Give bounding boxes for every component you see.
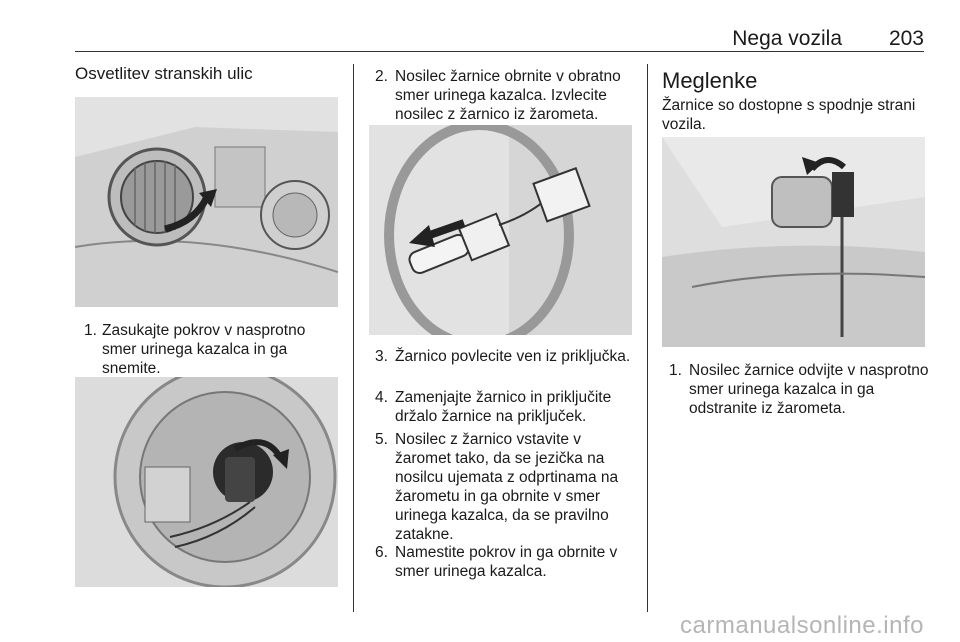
bulb-removal-illustration xyxy=(369,125,632,335)
step-text: Nosilec z žarnico vstavite v žaromet tako, da se jezička na nosilcu ujemata z odprtinama na žarometu in ga obrnite v smer urinega kazalca, da se pravilno zatakne. xyxy=(395,431,619,543)
page-number: 203 xyxy=(888,27,924,50)
step-number: 6. xyxy=(375,544,388,561)
list-item xyxy=(669,361,931,418)
section-title-side-lights: Osvetlitev stranskih ulic xyxy=(75,64,253,83)
step-number: 3. xyxy=(375,348,388,365)
section-title-fog-lamps: Meglenke xyxy=(662,68,758,93)
step-text: Zasukajte pokrov v nasprotno smer urinega kazalca in ga snemite. xyxy=(102,322,306,377)
header-rule xyxy=(75,51,924,52)
list-item xyxy=(375,347,637,366)
column-divider-1 xyxy=(353,64,354,612)
section-intro: Žarnice so dostopne s spodnje strani vozila. xyxy=(662,97,916,133)
headlamp-cover-illustration xyxy=(75,97,338,307)
step-text: Nosilec žarnice obrnite v obratno smer urinega kazalca. Izvlecite nosilec z žarnico iz žarometa. xyxy=(395,68,621,123)
fog-lamp-illustration xyxy=(662,137,925,347)
list-item xyxy=(375,543,637,581)
list-item xyxy=(375,67,637,124)
bulb-holder-illustration xyxy=(75,377,338,587)
step-text: Namestite pokrov in ga obrnite v smer urinega kazalca. xyxy=(395,544,618,580)
step-text: Zamenjajte žarnico in priključite držalo žarnice na priključek. xyxy=(395,389,612,425)
step-number: 1. xyxy=(669,362,682,379)
step-number: 2. xyxy=(375,68,388,85)
list-item xyxy=(375,430,637,544)
list-item xyxy=(375,388,637,426)
step-text: Žarnico povlecite ven iz priključka. xyxy=(395,348,631,365)
step-number: 1. xyxy=(84,322,97,339)
running-header: Nega vozila xyxy=(732,27,842,50)
column-divider-2 xyxy=(647,64,648,612)
list-item xyxy=(84,321,334,378)
watermark: carmanualsonline.info xyxy=(680,612,924,639)
step-number: 4. xyxy=(375,389,388,406)
step-text: Nosilec žarnice odvijte v nasprotno smer urinega kazalca in ga odstranite iz žarometa. xyxy=(689,362,929,417)
step-number: 5. xyxy=(375,431,388,448)
